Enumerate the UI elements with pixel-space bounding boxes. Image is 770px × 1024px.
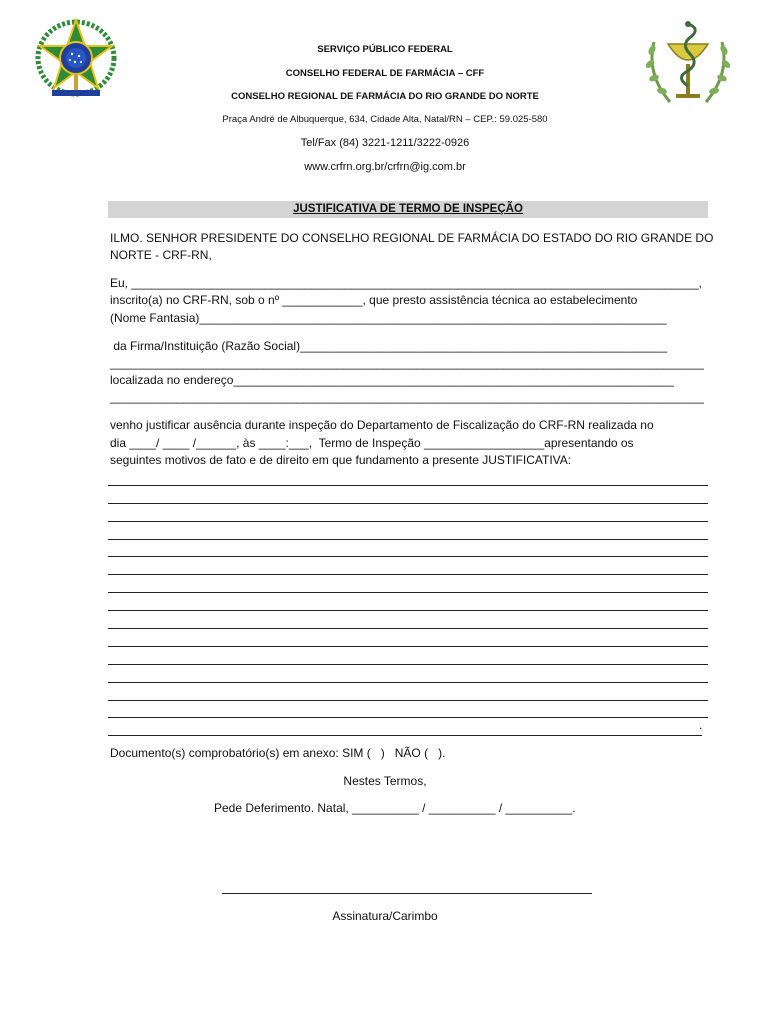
header-line-3: CONSELHO REGIONAL DE FARMÁCIA DO RIO GRANDE DO NORTE <box>231 91 539 102</box>
header-line-2: CONSELHO FEDERAL DE FARMÁCIA – CFF <box>285 68 485 79</box>
header-line-1: SERVIÇO PÚBLICO FEDERAL <box>317 44 453 55</box>
justify-date-field[interactable]: dia ____/ ____ /______, às ____:___, Termo de Inspeção __________________apresentando os <box>110 436 634 450</box>
justify-line-3: seguintes motivos de fato e de direito em que fundamento a presente JUSTIFICATIVA: <box>110 453 572 467</box>
signature-line[interactable] <box>222 893 592 894</box>
justification-lines[interactable] <box>108 472 708 740</box>
salutation-line-2: NORTE - CRF-RN, <box>110 248 212 262</box>
justification-line[interactable] <box>108 579 708 597</box>
eu-field[interactable]: Eu, _____________________________________________________________________________________, <box>110 276 702 290</box>
nome-fantasia-field[interactable]: (Nome Fantasia)______________________________________________________________________ <box>110 311 667 325</box>
justification-line[interactable] <box>108 544 708 562</box>
justification-line[interactable] <box>108 561 708 579</box>
endereco-continuation[interactable]: _________________________________________________________________________________________ <box>110 390 704 404</box>
justification-line[interactable] <box>108 669 708 687</box>
header-address: Praça André de Albuquerque, 634, Cidade Alta, Natal/RN – CEP.: 59.025-580 <box>222 114 548 125</box>
justification-line[interactable] <box>108 490 708 508</box>
justification-line[interactable] <box>108 472 708 490</box>
justification-line[interactable] <box>108 597 708 615</box>
justification-line[interactable] <box>108 651 708 669</box>
razao-social-field[interactable]: da Firma/Instituição (Razão Social)_______________________________________________________ <box>110 339 668 353</box>
closing-period: . <box>699 718 703 732</box>
endereco-field[interactable]: localizada no endereço__________________________________________________________________ <box>110 373 674 387</box>
salutation-line-1: ILMO. SENHOR PRESIDENTE DO CONSELHO REGIONAL DE FARMÁCIA DO ESTADO DO RIO GRANDE DO <box>110 231 714 245</box>
form-title: JUSTIFICATIVA DE TERMO DE INSPEÇÃO <box>108 201 708 218</box>
justify-line-1: venho justificar ausência durante inspeção do Departamento de Fiscalização do CRF-RN realizada no <box>110 418 654 432</box>
justification-line[interactable] <box>108 508 708 526</box>
justification-line[interactable] <box>108 615 708 633</box>
brazil-coat-of-arms-logo <box>34 16 118 100</box>
justification-line[interactable] <box>108 633 708 651</box>
justification-line[interactable] <box>108 705 708 723</box>
nestes-termos: Nestes Termos, <box>343 774 427 788</box>
header-web: www.crfrn.org.br/crfrn@ig.com.br <box>304 161 466 173</box>
pede-deferimento-date-field[interactable]: Pede Deferimento. Natal, __________ / __________ / __________. <box>214 801 576 815</box>
inscrito-field[interactable]: inscrito(a) no CRF-RN, sob o nº ____________, que presto assistência técnica ao estabelecimento <box>110 293 638 307</box>
header-phone: Tel/Fax (84) 3221-1211/3222-0926 <box>300 137 470 149</box>
razao-social-continuation[interactable]: _________________________________________________________________________________________ <box>110 356 704 370</box>
justification-line[interactable] <box>108 687 708 705</box>
justification-line[interactable] <box>108 722 708 740</box>
documents-annex-checkboxes[interactable]: Documento(s) comprobatório(s) em anexo: SIM ( ) NÃO ( ). <box>110 746 446 760</box>
signature-label: Assinatura/Carimbo <box>332 909 438 923</box>
justification-line[interactable] <box>108 526 708 544</box>
